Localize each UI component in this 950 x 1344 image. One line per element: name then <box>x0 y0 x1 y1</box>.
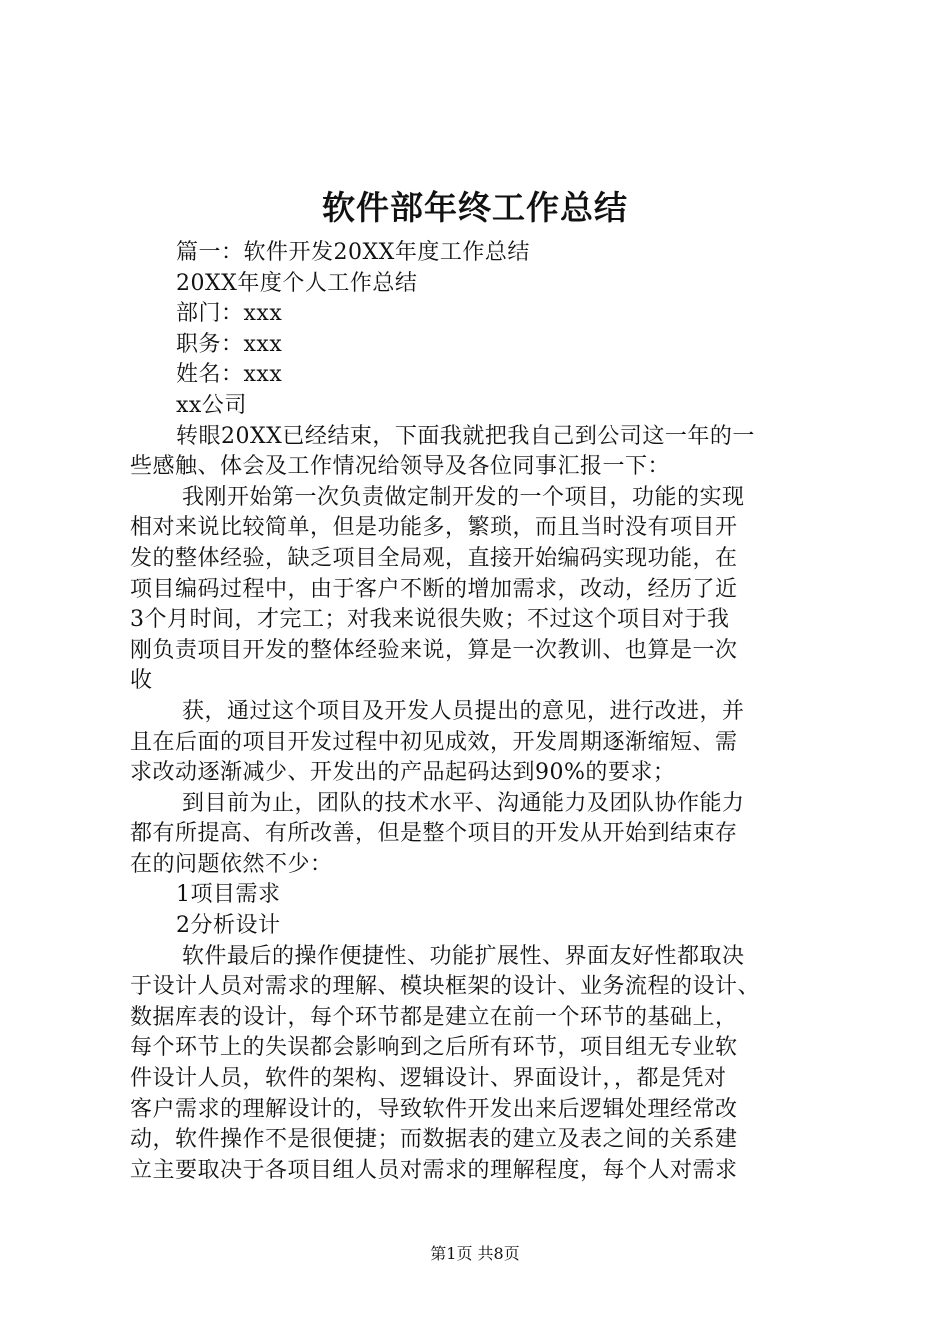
text-line: 到目前为止，团队的技术水平、沟通能力及团队协作能力 <box>182 790 745 816</box>
text-line: 1项目需求 <box>176 882 281 908</box>
text-line: 姓名：xxx <box>176 362 283 388</box>
text-line: 软件最后的操作便捷性、功能扩展性、界面友好性都取决 <box>182 943 745 969</box>
text-line: 3个月时间，才完工；对我来说很失败；不过这个项目对于我 <box>130 607 730 633</box>
document-body <box>130 238 840 1186</box>
text-line: 在的问题依然不少： <box>130 851 333 877</box>
text-line: 数据库表的设计，每个环节都是建立在前一个环节的基础上， <box>130 1004 738 1030</box>
text-line: 获，通过这个项目及开发人员提出的意见，进行改进，并 <box>182 698 745 724</box>
text-line: 件设计人员，软件的架构、逻辑设计、界面设计，，都是凭对 <box>130 1066 727 1092</box>
text-line: 部门：xxx <box>176 301 283 327</box>
text-line: 每个环节上的失误都会影响到之后所有环节，项目组无专业软 <box>130 1035 738 1061</box>
text-line: 立主要取决于各项目组人员对需求的理解程度，每个人对需求 <box>130 1157 738 1183</box>
text-line: 发的整体经验，缺乏项目全局观，直接开始编码实现功能，在 <box>130 545 738 571</box>
text-line: 转眼20XX已经结束，下面我就把我自己到公司这一年的一 <box>176 423 755 449</box>
text-line: 刚负责项目开发的整体经验来说，算是一次教训、也算是一次 <box>130 637 738 663</box>
text-line: 些感触、体会及工作情况给领导及各位同事汇报一下： <box>130 454 671 480</box>
text-line: 篇一：软件开发20XX年度工作总结 <box>176 240 530 265</box>
text-line: xx公司 <box>176 392 247 418</box>
page-number-label: 第1页 共8页 <box>430 1244 520 1263</box>
text-line: 且在后面的项目开发过程中初见成效，开发周期逐渐缩短、需 <box>130 729 738 755</box>
text-line: 求改动逐渐减少、开发出的产品起码达到90%的要求； <box>130 760 676 786</box>
text-line: 我刚开始第一次负责做定制开发的一个项目，功能的实现 <box>182 484 745 510</box>
text-line: 职务：xxx <box>176 331 283 357</box>
text-line: 2分析设计 <box>176 913 281 939</box>
text-line: 收 <box>130 668 153 694</box>
text-line: 相对来说比较简单，但是功能多，繁琐，而且当时没有项目开 <box>130 515 738 541</box>
document-title: 软件部年终工作总结 <box>322 188 628 227</box>
text-line: 客户需求的理解设计的，导致软件开发出来后逻辑处理经常改 <box>130 1096 738 1122</box>
text-line: 动，软件操作不是很便捷；而数据表的建立及表之间的关系建 <box>130 1127 738 1153</box>
text-line: 项目编码过程中，由于客户不断的增加需求，改动，经历了近 <box>130 576 738 602</box>
text-line: 都有所提高、有所改善，但是整个项目的开发从开始到结束存 <box>130 821 738 847</box>
text-line: 20XX年度个人工作总结 <box>176 270 418 296</box>
page-footer <box>0 1244 950 1264</box>
text-line: 于设计人员对需求的理解、模块框架的设计、业务流程的设计、 <box>130 974 761 1000</box>
